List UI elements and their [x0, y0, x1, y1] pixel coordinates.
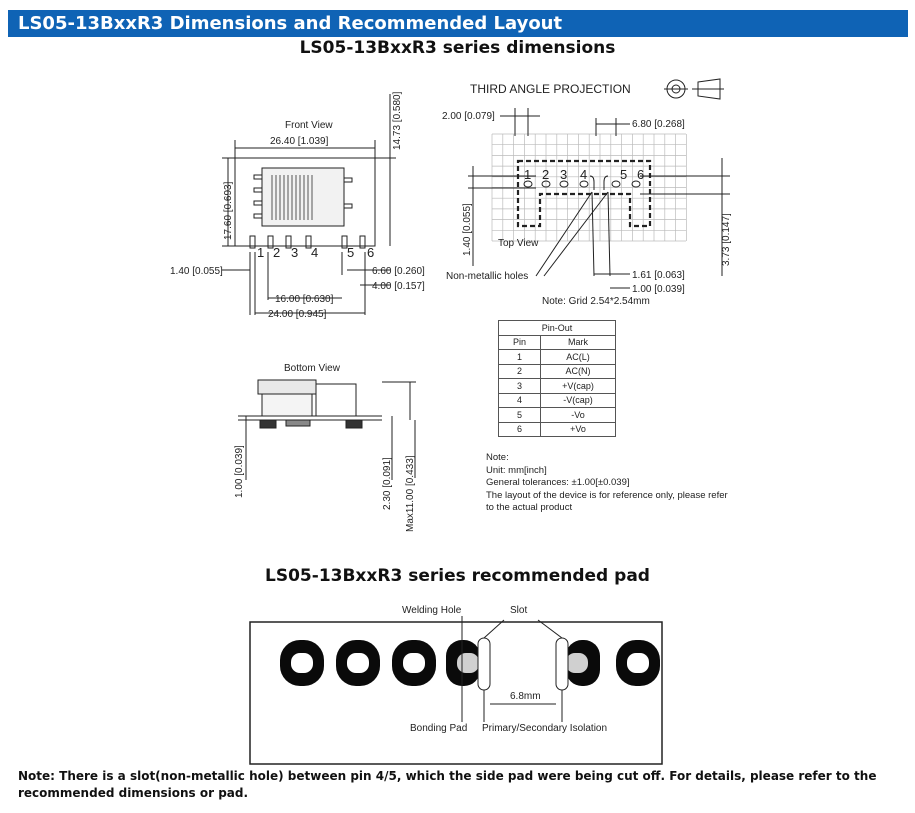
- pin-mark: AC(N): [541, 364, 616, 379]
- footer-note: Note: There is a slot(non-metallic hole) between pin 4/5, which the side pad were being cut off. For details, please refer to the recommended dimensions or pad.: [18, 769, 877, 800]
- dim-pin-pitch: 1.40 [0.055]: [170, 266, 223, 277]
- table-row: [499, 379, 616, 394]
- front-pin-label-1: 1: [257, 245, 265, 260]
- top-dim-1-00: 1.00 [0.039]: [632, 284, 685, 295]
- bonding-pad-label: Bonding Pad: [410, 723, 468, 734]
- front-pin-label-4: 4: [311, 245, 319, 260]
- dim-bottom-max: Max11.00 [0.433]: [405, 455, 416, 532]
- pinout-table: [498, 320, 616, 437]
- table-row: [499, 350, 616, 365]
- top-pin-label-3: 3: [560, 167, 568, 182]
- top-dim-2-00: 2.00 [0.079]: [442, 111, 495, 122]
- front-bottom-drawing: [160, 80, 440, 540]
- dim-height-body: 17.60 [0.693]: [223, 181, 234, 240]
- pad-drawing: [248, 598, 668, 768]
- dim-span-16: 16.00 [0.630]: [275, 294, 334, 305]
- slot-label: Slot: [510, 605, 528, 616]
- dim-4-00: 4.00 [0.157]: [372, 281, 425, 292]
- top-view-drawing: [440, 76, 740, 306]
- table-row: [499, 364, 616, 379]
- front-pin-label-5: 5: [347, 245, 355, 260]
- pinout-title: Pin-Out: [499, 321, 616, 336]
- notes-layout: The layout of the device is for reference only, please refer to the actual product: [486, 489, 728, 513]
- notes-unit: Unit: mm[inch]: [486, 464, 547, 476]
- front-pin-label-2: 2: [273, 245, 281, 260]
- isolation-label: Primary/Secondary Isolation: [482, 723, 608, 734]
- front-pin-label-6: 6: [367, 245, 375, 260]
- dim-span-24: 24.00 [0.945]: [268, 309, 327, 320]
- pin-mark: -Vo: [541, 408, 616, 423]
- dim-bottom-1-00: 1.00 [0.039]: [234, 445, 245, 498]
- top-pin-label-5: 5: [620, 167, 628, 182]
- welding-hole-label: Welding Hole: [402, 605, 462, 616]
- page-banner: LS05-13BxxR3 Dimensions and Recommended Layout: [8, 10, 908, 37]
- top-view-label: Top View: [498, 238, 539, 249]
- notes-block: [486, 452, 736, 515]
- notes-tolerance: General tolerances: ±1.00[±0.039]: [486, 477, 630, 488]
- top-dim-3-73: 3.73 [0.147]: [721, 213, 732, 266]
- pin-mark: AC(L): [541, 350, 616, 365]
- pinout-header-mark: Mark: [541, 335, 616, 350]
- pin-number: 1: [499, 350, 541, 365]
- top-dim-1-61: 1.61 [0.063]: [632, 270, 685, 281]
- grid-note: Note: Grid 2.54*2.54mm: [542, 296, 650, 306]
- notes-heading: Note:: [486, 452, 509, 463]
- pin-number: 6: [499, 422, 541, 437]
- top-dim-1-40: 1.40 [0.055]: [462, 203, 473, 256]
- dim-height-total: 14.73 [0.580]: [392, 91, 403, 150]
- dim-bottom-2-30: 2.30 [0.091]: [382, 457, 393, 510]
- top-pin-label-6: 6: [637, 167, 645, 182]
- front-view-label: Front View: [285, 120, 333, 131]
- table-row: [499, 393, 616, 408]
- dimensions-section-title: LS05-13BxxR3 series dimensions: [299, 38, 616, 58]
- pinout-header-pin: Pin: [499, 335, 541, 350]
- table-row: [499, 422, 616, 437]
- pin-mark: +V(cap): [541, 379, 616, 394]
- pin-mark: -V(cap): [541, 393, 616, 408]
- pad-section-title: LS05-13BxxR3 series recommended pad: [265, 566, 650, 586]
- dim-width: 26.40 [1.039]: [270, 136, 329, 147]
- non-metallic-holes-label: Non-metallic holes: [446, 271, 529, 282]
- spacing-label: 6.8mm: [510, 691, 541, 702]
- top-pin-label-1: 1: [524, 167, 532, 182]
- top-pin-label-2: 2: [542, 167, 550, 182]
- pin-number: 5: [499, 408, 541, 423]
- pin-number: 4: [499, 393, 541, 408]
- dim-span-56: 6.60 [0.260]: [372, 266, 425, 277]
- front-pin-label-3: 3: [291, 245, 299, 260]
- pin-number: 3: [499, 379, 541, 394]
- bottom-view-label: Bottom View: [284, 363, 340, 374]
- top-pin-label-4: 4: [580, 167, 588, 182]
- top-dim-6-80: 6.80 [0.268]: [632, 119, 685, 130]
- projection-label: THIRD ANGLE PROJECTION: [470, 82, 631, 96]
- pin-number: 2: [499, 364, 541, 379]
- table-row: [499, 408, 616, 423]
- pin-mark: +Vo: [541, 422, 616, 437]
